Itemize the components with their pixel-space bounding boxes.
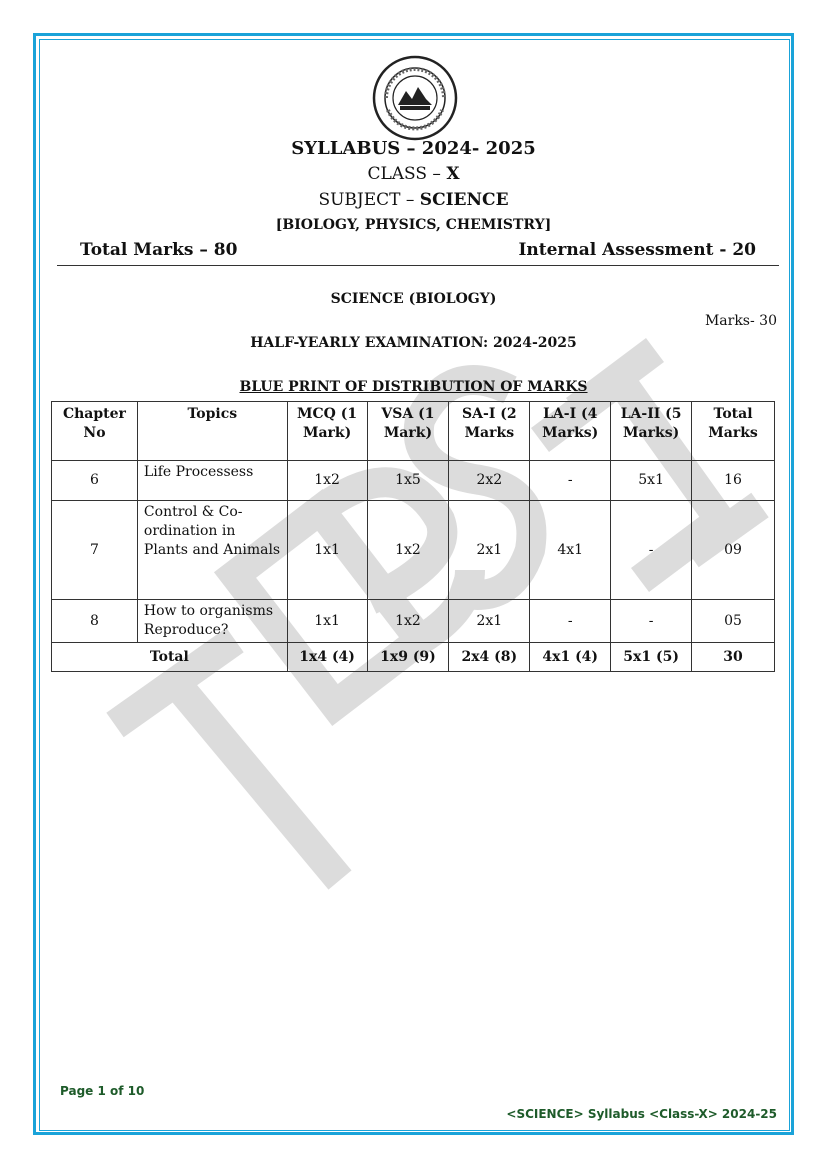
class-value: X	[446, 164, 460, 184]
blueprint-table	[51, 401, 775, 672]
class-label: CLASS –	[367, 164, 447, 184]
subject-value: SCIENCE	[419, 190, 509, 210]
table-row	[52, 461, 775, 501]
header-vsa: VSA (1 Mark)	[367, 402, 449, 461]
cell-total: 16	[692, 461, 775, 501]
internal-assessment: Internal Assessment - 20	[518, 240, 756, 260]
cell-la1: -	[530, 600, 611, 643]
cell-mcq: 1x1	[287, 501, 367, 600]
exam-title: HALF-YEARLY EXAMINATION: 2024-2025	[250, 335, 577, 351]
cell-total: 05	[692, 600, 775, 643]
total-label: Total	[52, 643, 288, 672]
total-vsa: 1x9 (9)	[367, 643, 449, 672]
total-la1: 4x1 (4)	[530, 643, 611, 672]
total-mcq: 1x4 (4)	[287, 643, 367, 672]
header-sa1: SA-I (2 Marks	[449, 402, 530, 461]
total-total: 30	[692, 643, 775, 672]
cell-sa1: 2x1	[449, 600, 530, 643]
header-mcq: MCQ (1 Mark)	[287, 402, 367, 461]
header-divider	[57, 265, 779, 266]
cell-topic: Life Processess	[137, 461, 287, 501]
page-number: Page 1 of 10	[60, 1084, 145, 1098]
total-marks: Total Marks – 80	[80, 240, 238, 260]
section-title: SCIENCE (BIOLOGY)	[330, 291, 497, 307]
cell-vsa: 1x5	[367, 461, 449, 501]
table-row	[52, 501, 775, 600]
cell-la1: 4x1	[530, 501, 611, 600]
cell-la1: -	[530, 461, 611, 501]
table-row	[52, 600, 775, 643]
subject-label: SUBJECT –	[318, 190, 420, 210]
table-total-row	[52, 643, 775, 672]
cell-la2: -	[611, 501, 692, 600]
cell-mcq: 1x1	[287, 600, 367, 643]
cell-chapter: 7	[52, 501, 138, 600]
blueprint-title: BLUE PRINT OF DISTRIBUTION OF MARKS	[239, 379, 588, 395]
cell-chapter: 6	[52, 461, 138, 501]
syllabus-title: SYLLABUS – 2024- 2025	[291, 138, 536, 159]
subject-line	[0, 190, 827, 210]
cell-mcq: 1x2	[287, 461, 367, 501]
cell-la2: 5x1	[611, 461, 692, 501]
header-total: Total Marks	[692, 402, 775, 461]
table-header-row	[52, 402, 775, 461]
header-topics: Topics	[137, 402, 287, 461]
subjects-list: [BIOLOGY, PHYSICS, CHEMISTRY]	[275, 217, 552, 233]
header-chapter: Chapter No	[52, 402, 138, 461]
cell-chapter: 8	[52, 600, 138, 643]
cell-total: 09	[692, 501, 775, 600]
cell-topic: How to organisms Reproduce?	[137, 600, 287, 643]
section-marks: Marks- 30	[704, 313, 777, 329]
header-la1: LA-I (4 Marks)	[530, 402, 611, 461]
tbse-logo	[372, 55, 458, 141]
total-sa1: 2x4 (8)	[449, 643, 530, 672]
class-line	[0, 164, 827, 184]
cell-sa1: 2x1	[449, 501, 530, 600]
total-la2: 5x1 (5)	[611, 643, 692, 672]
cell-sa1: 2x2	[449, 461, 530, 501]
cell-la2: -	[611, 600, 692, 643]
cell-vsa: 1x2	[367, 501, 449, 600]
cell-vsa: 1x2	[367, 600, 449, 643]
cell-topic: Control & Co-ordination in Plants and Animals	[137, 501, 287, 600]
document-footer: <SCIENCE> Syllabus <Class-X> 2024-25	[506, 1107, 777, 1121]
header-la2: LA-II (5 Marks)	[611, 402, 692, 461]
